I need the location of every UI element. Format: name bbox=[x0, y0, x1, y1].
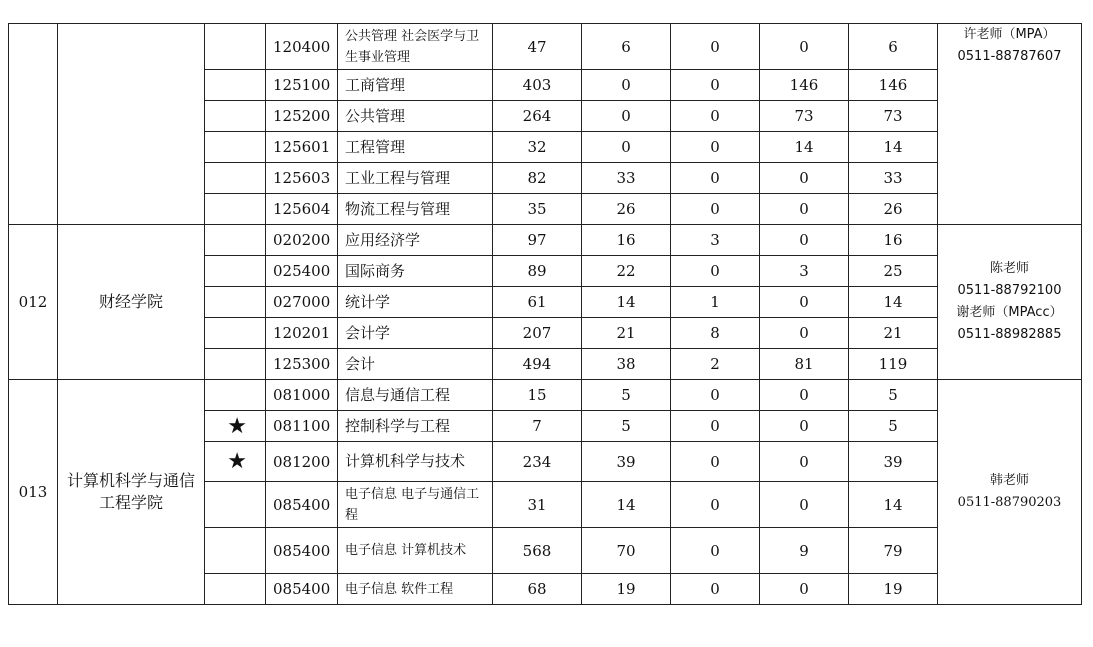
major-name-cell: 公共管理 社会医学与卫生事业管理 bbox=[338, 24, 493, 70]
count-cell-a: 7 bbox=[493, 411, 582, 442]
star-mark bbox=[205, 380, 266, 411]
count-cell-d: 9 bbox=[760, 528, 849, 574]
count-cell-b: 39 bbox=[582, 442, 671, 482]
contact-line: 0511-88790203 bbox=[957, 495, 1062, 510]
count-cell-e: 6 bbox=[849, 24, 938, 70]
count-cell-e: 14 bbox=[849, 132, 938, 163]
count-cell-e: 26 bbox=[849, 194, 938, 225]
count-cell-d: 3 bbox=[760, 256, 849, 287]
contact-cell bbox=[938, 24, 1082, 225]
count-cell-c: 0 bbox=[671, 380, 760, 411]
major-code-cell: 125601 bbox=[266, 132, 338, 163]
major-name-cell: 统计学 bbox=[338, 287, 493, 318]
count-cell-e: 5 bbox=[849, 411, 938, 442]
count-cell-b: 33 bbox=[582, 163, 671, 194]
count-cell-a: 234 bbox=[493, 442, 582, 482]
contact-line: 0511-88787607 bbox=[957, 49, 1062, 64]
star-mark bbox=[205, 101, 266, 132]
count-cell-a: 31 bbox=[493, 482, 582, 528]
count-cell-b: 70 bbox=[582, 528, 671, 574]
count-cell-e: 33 bbox=[849, 163, 938, 194]
table-row bbox=[9, 225, 1082, 256]
count-cell-b: 16 bbox=[582, 225, 671, 256]
count-cell-c: 0 bbox=[671, 70, 760, 101]
college-id-cell: 012 bbox=[9, 225, 58, 380]
major-name-cell: 控制科学与工程 bbox=[338, 411, 493, 442]
contact-line: 韩老师 bbox=[989, 473, 1029, 488]
major-name-cell: 计算机科学与技术 bbox=[338, 442, 493, 482]
count-cell-a: 568 bbox=[493, 528, 582, 574]
count-cell-a: 403 bbox=[493, 70, 582, 101]
count-cell-d: 0 bbox=[760, 163, 849, 194]
major-code-cell: 125200 bbox=[266, 101, 338, 132]
major-code-cell: 081200 bbox=[266, 442, 338, 482]
count-cell-a: 61 bbox=[493, 287, 582, 318]
count-cell-d: 0 bbox=[760, 380, 849, 411]
count-cell-c: 0 bbox=[671, 574, 760, 605]
count-cell-c: 0 bbox=[671, 528, 760, 574]
count-cell-d: 0 bbox=[760, 442, 849, 482]
count-cell-d: 0 bbox=[760, 318, 849, 349]
count-cell-b: 0 bbox=[582, 70, 671, 101]
table-row bbox=[9, 24, 1082, 70]
count-cell-c: 0 bbox=[671, 442, 760, 482]
count-cell-b: 22 bbox=[582, 256, 671, 287]
star-mark bbox=[205, 287, 266, 318]
count-cell-e: 5 bbox=[849, 380, 938, 411]
major-code-cell: 027000 bbox=[266, 287, 338, 318]
major-name-cell: 电子信息 电子与通信工程 bbox=[338, 482, 493, 528]
college-id-cell: 013 bbox=[9, 380, 58, 605]
count-cell-e: 14 bbox=[849, 482, 938, 528]
contact-cell bbox=[938, 225, 1082, 380]
count-cell-b: 5 bbox=[582, 380, 671, 411]
count-cell-d: 0 bbox=[760, 194, 849, 225]
major-name-cell: 物流工程与管理 bbox=[338, 194, 493, 225]
count-cell-e: 79 bbox=[849, 528, 938, 574]
count-cell-c: 0 bbox=[671, 256, 760, 287]
count-cell-a: 207 bbox=[493, 318, 582, 349]
major-code-cell: 125100 bbox=[266, 70, 338, 101]
count-cell-d: 14 bbox=[760, 132, 849, 163]
major-name-cell: 国际商务 bbox=[338, 256, 493, 287]
major-code-cell: 125604 bbox=[266, 194, 338, 225]
count-cell-b: 26 bbox=[582, 194, 671, 225]
major-code-cell: 081100 bbox=[266, 411, 338, 442]
count-cell-c: 0 bbox=[671, 411, 760, 442]
star-mark bbox=[205, 482, 266, 528]
major-code-cell: 020200 bbox=[266, 225, 338, 256]
college-id-cell bbox=[9, 24, 58, 225]
star-mark bbox=[205, 528, 266, 574]
count-cell-b: 6 bbox=[582, 24, 671, 70]
count-cell-e: 21 bbox=[849, 318, 938, 349]
star-mark bbox=[205, 24, 266, 70]
count-cell-d: 73 bbox=[760, 101, 849, 132]
count-cell-e: 16 bbox=[849, 225, 938, 256]
count-cell-c: 0 bbox=[671, 194, 760, 225]
contact-line: 许老师（MPA） bbox=[963, 27, 1056, 42]
major-code-cell: 125300 bbox=[266, 349, 338, 380]
count-cell-d: 0 bbox=[760, 24, 849, 70]
college-name-cell bbox=[58, 24, 205, 225]
count-cell-d: 146 bbox=[760, 70, 849, 101]
count-cell-a: 494 bbox=[493, 349, 582, 380]
major-code-cell: 125603 bbox=[266, 163, 338, 194]
count-cell-d: 81 bbox=[760, 349, 849, 380]
contact-line: 0511-88982885 bbox=[957, 327, 1062, 342]
count-cell-a: 47 bbox=[493, 24, 582, 70]
major-name-cell: 信息与通信工程 bbox=[338, 380, 493, 411]
count-cell-a: 15 bbox=[493, 380, 582, 411]
count-cell-d: 0 bbox=[760, 287, 849, 318]
star-mark bbox=[205, 318, 266, 349]
count-cell-e: 14 bbox=[849, 287, 938, 318]
count-cell-a: 68 bbox=[493, 574, 582, 605]
count-cell-a: 32 bbox=[493, 132, 582, 163]
count-cell-c: 3 bbox=[671, 225, 760, 256]
star-mark bbox=[205, 574, 266, 605]
count-cell-e: 146 bbox=[849, 70, 938, 101]
major-code-cell: 085400 bbox=[266, 528, 338, 574]
star-mark bbox=[205, 256, 266, 287]
major-code-cell: 120201 bbox=[266, 318, 338, 349]
count-cell-c: 0 bbox=[671, 24, 760, 70]
major-name-cell: 电子信息 计算机技术 bbox=[338, 528, 493, 574]
college-name-cell: 财经学院 bbox=[58, 225, 205, 380]
count-cell-b: 5 bbox=[582, 411, 671, 442]
star-mark bbox=[205, 349, 266, 380]
count-cell-a: 35 bbox=[493, 194, 582, 225]
count-cell-e: 19 bbox=[849, 574, 938, 605]
count-cell-c: 1 bbox=[671, 287, 760, 318]
count-cell-b: 21 bbox=[582, 318, 671, 349]
major-name-cell: 工商管理 bbox=[338, 70, 493, 101]
college-name-cell: 计算机科学与通信工程学院 bbox=[58, 380, 205, 605]
count-cell-c: 0 bbox=[671, 163, 760, 194]
major-name-cell: 工业工程与管理 bbox=[338, 163, 493, 194]
contact-line: 0511-88792100 bbox=[957, 283, 1062, 298]
major-name-cell: 会计学 bbox=[338, 318, 493, 349]
count-cell-b: 19 bbox=[582, 574, 671, 605]
count-cell-c: 2 bbox=[671, 349, 760, 380]
major-code-cell: 120400 bbox=[266, 24, 338, 70]
star-mark bbox=[205, 132, 266, 163]
star-mark bbox=[205, 163, 266, 194]
star-mark bbox=[205, 225, 266, 256]
major-code-cell: 085400 bbox=[266, 574, 338, 605]
count-cell-d: 0 bbox=[760, 574, 849, 605]
count-cell-e: 25 bbox=[849, 256, 938, 287]
count-cell-c: 0 bbox=[671, 101, 760, 132]
count-cell-a: 264 bbox=[493, 101, 582, 132]
count-cell-e: 73 bbox=[849, 101, 938, 132]
contact-cell bbox=[938, 380, 1082, 605]
major-name-cell: 应用经济学 bbox=[338, 225, 493, 256]
major-name-cell: 会计 bbox=[338, 349, 493, 380]
count-cell-a: 82 bbox=[493, 163, 582, 194]
enrollment-table bbox=[8, 23, 1082, 605]
count-cell-b: 38 bbox=[582, 349, 671, 380]
major-code-cell: 025400 bbox=[266, 256, 338, 287]
contact-line: 谢老师（MPAcc） bbox=[956, 305, 1063, 320]
count-cell-c: 0 bbox=[671, 482, 760, 528]
count-cell-e: 39 bbox=[849, 442, 938, 482]
table-row bbox=[9, 380, 1082, 411]
star-mark bbox=[205, 70, 266, 101]
major-name-cell: 电子信息 软件工程 bbox=[338, 574, 493, 605]
star-mark: ★ bbox=[205, 411, 266, 442]
count-cell-d: 0 bbox=[760, 225, 849, 256]
contact-line: 陈老师 bbox=[989, 261, 1029, 276]
count-cell-a: 97 bbox=[493, 225, 582, 256]
count-cell-b: 0 bbox=[582, 132, 671, 163]
star-mark bbox=[205, 194, 266, 225]
count-cell-e: 119 bbox=[849, 349, 938, 380]
count-cell-c: 8 bbox=[671, 318, 760, 349]
count-cell-d: 0 bbox=[760, 411, 849, 442]
count-cell-c: 0 bbox=[671, 132, 760, 163]
major-code-cell: 081000 bbox=[266, 380, 338, 411]
star-mark: ★ bbox=[205, 442, 266, 482]
major-name-cell: 公共管理 bbox=[338, 101, 493, 132]
major-code-cell: 085400 bbox=[266, 482, 338, 528]
count-cell-b: 14 bbox=[582, 287, 671, 318]
count-cell-a: 89 bbox=[493, 256, 582, 287]
count-cell-b: 14 bbox=[582, 482, 671, 528]
count-cell-b: 0 bbox=[582, 101, 671, 132]
count-cell-d: 0 bbox=[760, 482, 849, 528]
major-name-cell: 工程管理 bbox=[338, 132, 493, 163]
